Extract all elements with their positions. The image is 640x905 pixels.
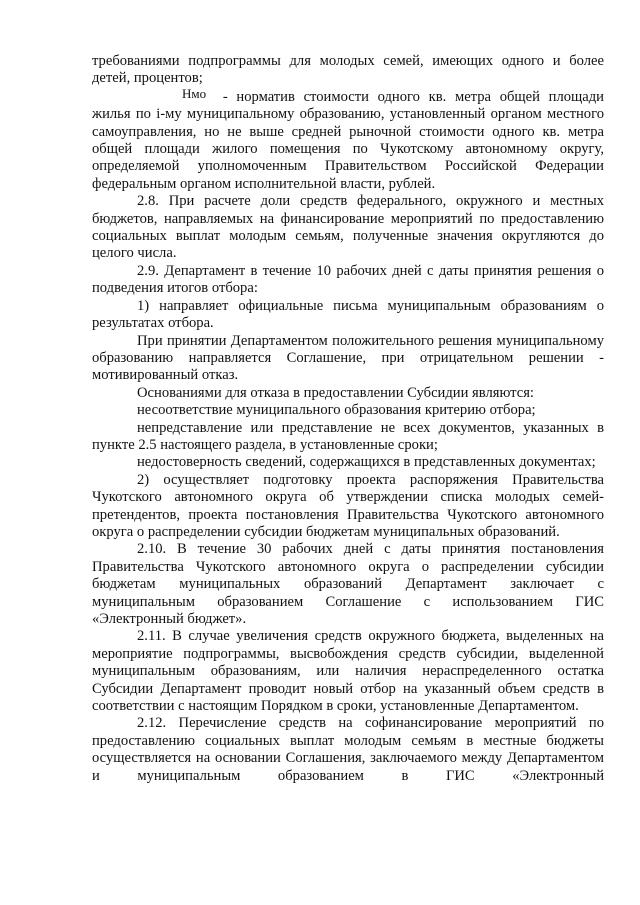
formula-symbol-nmo: Нмо	[182, 85, 207, 101]
paragraph-refusal-ground-2: непредставление или представление не всех документов, указанных в пункте 2.5 настоящего раздела, в установленные сроки;	[92, 419, 604, 453]
paragraph-refusal-ground-3: недостоверность сведений, содержащихся в представленных документах;	[137, 454, 596, 471]
paragraph-2-11: 2.11. В случае увеличения средств окружного бюджета, выделенных на мероприятие подпрограммы, высвобождения средств субсидии, выделенной муниципальным образованиям, или наличия нераспределенного остатка Субсидии Департамент проводит новый отбор на указанный объем средств в соответствии с настоящим Порядком в сроки, установленные Департаментом.	[92, 628, 604, 715]
paragraph-2-8: 2.8. При расчете доли средств федерального, окружного и местных бюджетов, направляемых на финансирование мероприятий по предоставлению социальных выплат молодым семьям, полученные значения округляются до целого числа.	[92, 193, 604, 262]
paragraph-2-9-item-1: 1) направляет официальные письма муниципальным образованиям о результатах отбора.	[92, 297, 604, 332]
paragraph-2-9-item-2: 2) осуществляет подготовку проекта распоряжения Правительства Чукотского автономного округа об утверждении списка молодых семей-претендентов, проекта постановления Правительства Чукотского автономного округа о распределении субсидии бюджетам муниципальных образований.	[92, 471, 604, 540]
paragraph-nmo-definition	[92, 85, 604, 193]
paragraph-2-12: 2.12. Перечисление средств на софинансирование мероприятий по предоставлению социальных выплат молодым семьям в местные бюджеты осуществляется на основании Соглашения, заключаемого между Департаментом и муниципальным образованием в ГИС «Электронный	[92, 715, 604, 784]
paragraph-refusal-grounds: Основаниями для отказа в предоставлении Субсидии являются:	[137, 384, 534, 401]
paragraph-2-10: 2.10. В течение 30 рабочих дней с даты принятия постановления Правительства Чукотского автономного округа о распределении субсидии бюджетам муниципальных образований Департамент заключает с муниципальным образованием Соглашение с использованием ГИС «Электронный бюджет».	[92, 541, 604, 627]
paragraph-decision: При принятии Департаментом положительного решения муниципальному образованию направляется Соглашение, при отрицательном решении - мотивированный отказ.	[92, 332, 604, 384]
paragraph-2-9: 2.9. Департамент в течение 10 рабочих дней с даты принятия решения о подведения итогов отбора:	[92, 262, 604, 297]
document-body	[92, 53, 604, 785]
paragraph-refusal-ground-1: несоответствие муниципального образования критерию отбора;	[137, 402, 536, 419]
nmo-definition-text: - норматив стоимости одного кв. метра общей площади жилья по i-му муниципальному образованию, установленный органом местного самоуправления, но не выше средней рыночной стоимости одного кв. метра общей площади жилого помещения по Чукотскому автономному округу, определяемой уполномоченным Правительством Российской Федерации федеральным органом исполнительной власти, рублей.	[92, 88, 604, 192]
paragraph-continuation: требованиями подпрограммы для молодых семей, имеющих одного и более детей, процентов;	[92, 53, 604, 87]
